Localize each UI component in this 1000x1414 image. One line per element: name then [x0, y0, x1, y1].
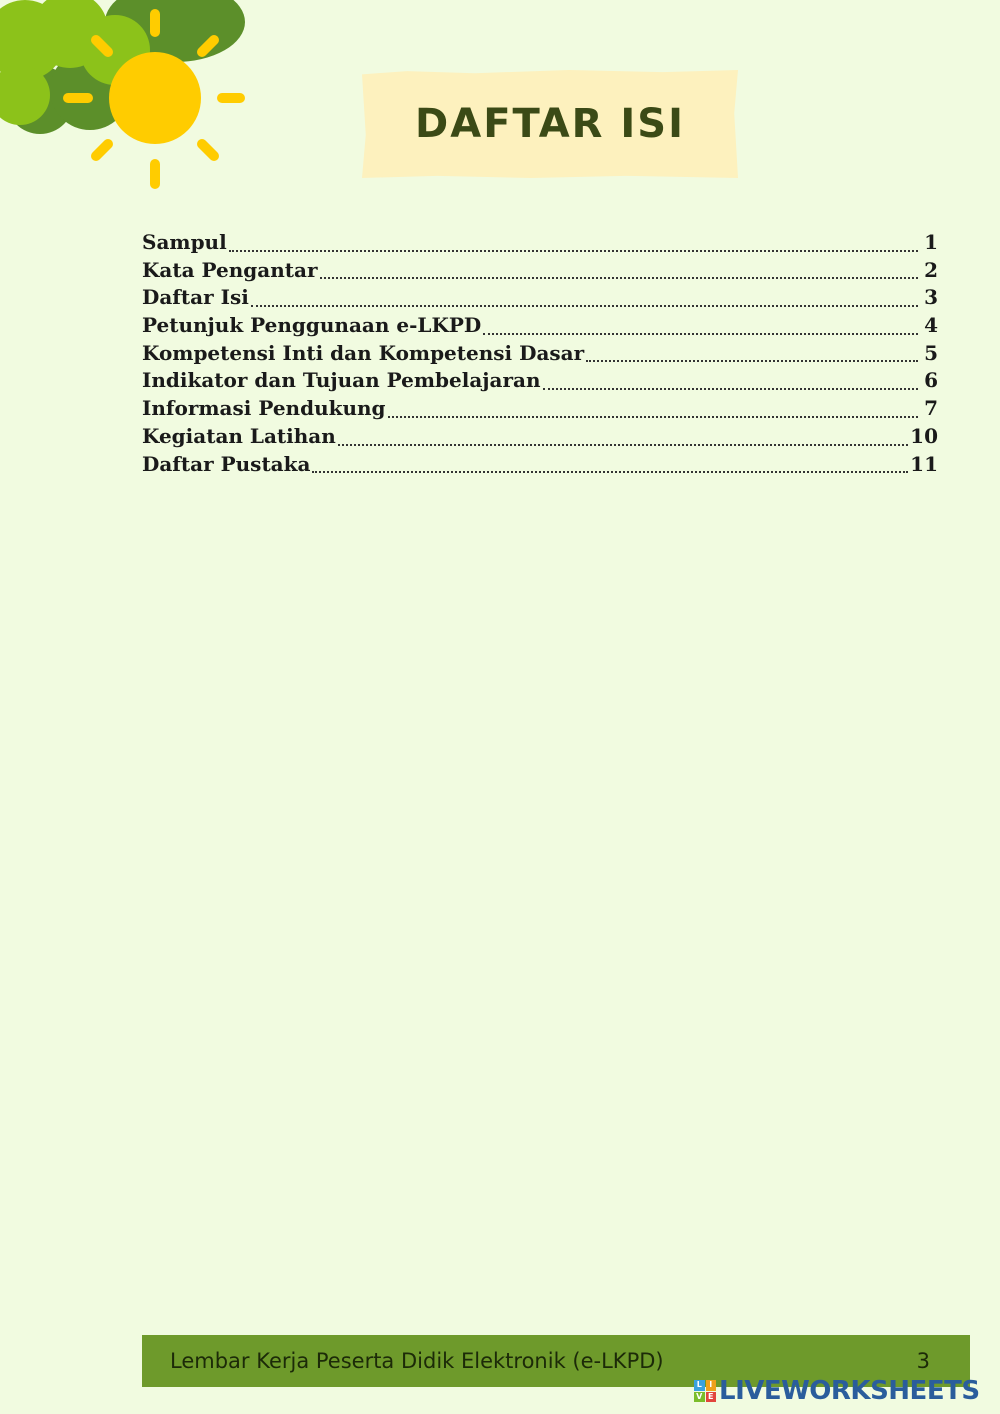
toc-leader-dots: [586, 360, 918, 362]
toc-label: Daftar Isi: [142, 285, 249, 310]
toc-label: Informasi Pendukung: [142, 396, 386, 421]
toc-row-daftar-pustaka: [142, 452, 938, 480]
toc-page-number: 5: [924, 340, 938, 365]
toc-page-number: 6: [924, 368, 938, 393]
toc-page-number: 11: [910, 451, 938, 476]
toc-row-kegiatan: [142, 424, 938, 452]
toc-leader-dots: [229, 250, 918, 252]
toc-page-number: 10: [910, 423, 938, 448]
toc-page-number: 7: [924, 396, 938, 421]
toc-label: Indikator dan Tujuan Pembelajaran: [142, 368, 541, 393]
toc-row-kompetensi: [142, 341, 938, 369]
toc-leader-dots: [251, 305, 918, 307]
toc-page-number: 1: [924, 230, 938, 254]
liveworksheets-logo-icon: L I V E: [694, 1380, 716, 1402]
toc-label: Petunjuk Penggunaan e-LKPD: [142, 313, 482, 338]
toc-label: Sampul: [142, 230, 227, 254]
toc-leader-dots: [312, 471, 908, 473]
toc-row-kata-pengantar: [142, 258, 938, 286]
toc-page-number: 4: [924, 313, 938, 338]
toc-row-informasi: [142, 396, 938, 424]
toc-leader-dots: [543, 388, 918, 390]
toc-leader-dots: [483, 333, 918, 335]
toc-row-daftar-isi: [142, 285, 938, 313]
toc-leader-dots: [320, 277, 919, 279]
footer-page-number: 3: [916, 1349, 930, 1373]
toc-row-sampul: [142, 230, 938, 258]
toc-leader-dots: [338, 444, 908, 446]
table-of-contents: [142, 230, 938, 479]
toc-label: Kata Pengantar: [142, 257, 318, 282]
liveworksheets-text: LIVEWORKSHEETS: [719, 1376, 980, 1406]
toc-page-number: 3: [924, 285, 938, 310]
sun-and-bush-illustration: [0, 0, 250, 200]
toc-page-number: 2: [924, 257, 938, 282]
toc-row-petunjuk: [142, 313, 938, 341]
toc-label: Kompetensi Inti dan Kompetensi Dasar: [142, 340, 585, 365]
toc-label: Daftar Pustaka: [142, 451, 311, 476]
toc-row-indikator: [142, 368, 938, 396]
toc-leader-dots: [388, 416, 918, 418]
toc-label: Kegiatan Latihan: [142, 423, 336, 448]
footer-text: Lembar Kerja Peserta Didik Elektronik (e-LKPD): [170, 1349, 664, 1373]
page-title: DAFTAR ISI: [415, 101, 685, 147]
liveworksheets-watermark: [694, 1374, 980, 1408]
